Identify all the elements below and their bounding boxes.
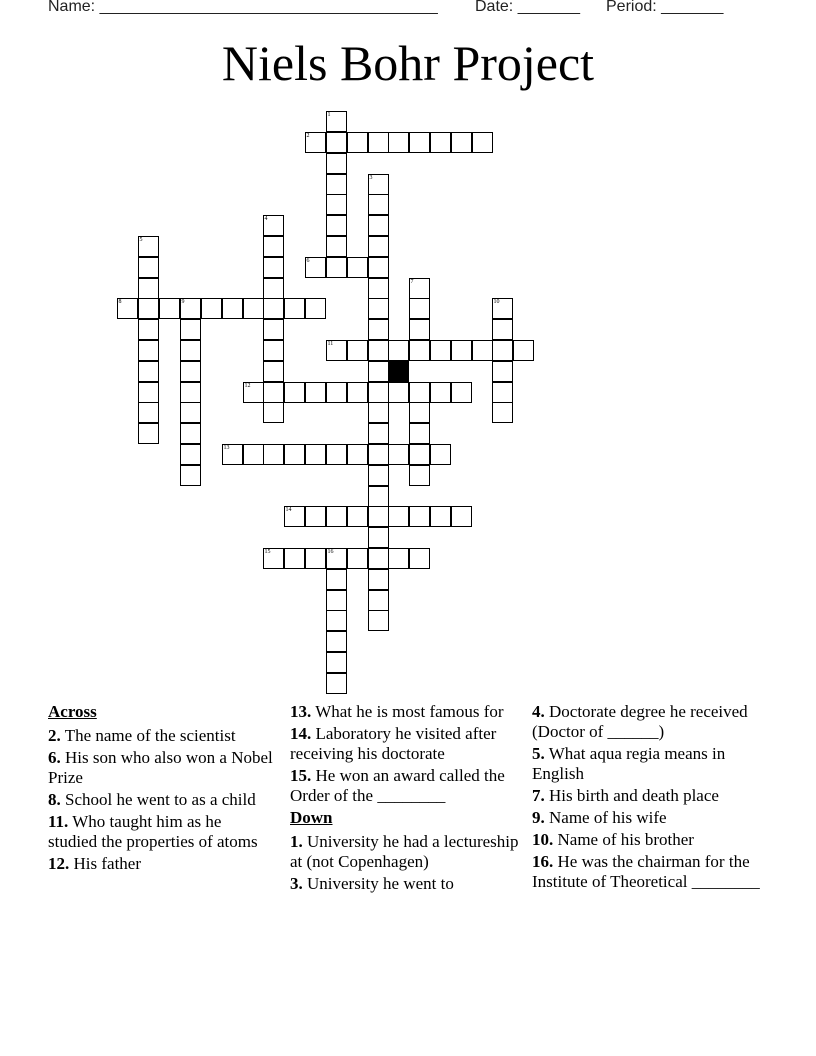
grid-cell[interactable] (138, 402, 159, 423)
clue-number-label: 4 (264, 216, 268, 222)
grid-cell[interactable] (326, 257, 347, 278)
clue-number-label: 9 (181, 299, 185, 305)
grid-cell[interactable] (368, 382, 389, 403)
grid-cell[interactable] (472, 340, 493, 361)
grid-cell[interactable] (263, 278, 284, 299)
grid-cell[interactable] (368, 548, 389, 569)
grid-cell[interactable] (368, 257, 389, 278)
grid-cell[interactable] (326, 194, 347, 215)
grid-cell[interactable] (180, 340, 201, 361)
grid-cell[interactable] (368, 194, 389, 215)
grid-cell[interactable] (347, 548, 368, 569)
grid-cell[interactable] (430, 506, 451, 527)
grid-cell[interactable] (368, 569, 389, 590)
grid-cell[interactable] (243, 444, 264, 465)
grid-cell[interactable] (368, 236, 389, 257)
clue-across-6: 6. His son who also won a Nobel Prize (48, 748, 273, 787)
clue-number-label: 15 (264, 549, 271, 555)
grid-cell[interactable] (263, 361, 284, 382)
clue-number-label: 12 (244, 383, 251, 389)
grid-cell[interactable] (326, 673, 347, 694)
grid-cell[interactable] (409, 298, 430, 319)
clue-down-1: 1. University he had a lectureship at (not Copenhagen) (290, 832, 519, 871)
grid-cell[interactable] (472, 132, 493, 153)
grid-cell[interactable] (263, 382, 284, 403)
name-field[interactable]: Name: ______________________________________ (48, 0, 438, 15)
grid-cell[interactable] (180, 402, 201, 423)
grid-cell[interactable] (409, 444, 430, 465)
grid-cell[interactable] (368, 506, 389, 527)
grid-cell[interactable] (138, 423, 159, 444)
clue-across-15: 15. He won an award called the Order of the ________ (290, 766, 505, 805)
grid-cell[interactable] (347, 132, 368, 153)
grid-cell[interactable] (326, 174, 347, 195)
grid-cell[interactable] (263, 236, 284, 257)
clue-number-label: 5 (139, 237, 143, 243)
grid-cell[interactable] (305, 444, 326, 465)
clue-across-11: 11. Who taught him as he studied the properties of atoms (48, 812, 258, 851)
clue-down-16: 16. He was the chairman for the Institute of Theoretical ________ (532, 852, 760, 891)
grid-cell[interactable] (326, 506, 347, 527)
grid-cell[interactable] (430, 444, 451, 465)
grid-cell[interactable] (347, 506, 368, 527)
grid-cell[interactable] (368, 465, 389, 486)
clue-across-8: 8. School he went to as a child (48, 790, 256, 809)
grid-cell[interactable] (180, 423, 201, 444)
grid-cell[interactable] (409, 382, 430, 403)
clue-number-label: 10 (493, 299, 500, 305)
grid-cell[interactable] (180, 465, 201, 486)
grid-cell[interactable] (263, 402, 284, 423)
grid-cell[interactable] (347, 444, 368, 465)
date-field[interactable]: Date: _______ (475, 0, 580, 15)
grid-cell[interactable] (409, 506, 430, 527)
grid-cell[interactable] (368, 486, 389, 507)
grid-cell[interactable] (368, 319, 389, 340)
clue-number-label: 13 (223, 445, 230, 451)
grid-cell[interactable] (409, 548, 430, 569)
grid-cell[interactable] (326, 132, 347, 153)
grid-cell[interactable] (263, 298, 284, 319)
grid-cell[interactable] (138, 298, 159, 319)
grid-cell[interactable] (492, 319, 513, 340)
grid-cell[interactable] (263, 319, 284, 340)
grid-cell[interactable] (326, 153, 347, 174)
clues-column-2 (290, 702, 522, 896)
grid-cell[interactable] (368, 361, 389, 382)
clue-number-label: 16 (327, 549, 334, 555)
grid-cell[interactable] (451, 382, 472, 403)
grid-cell[interactable] (368, 444, 389, 465)
grid-cell[interactable] (492, 361, 513, 382)
grid-cell[interactable] (284, 444, 305, 465)
grid-cell[interactable] (347, 340, 368, 361)
across-heading: Across (48, 702, 97, 721)
grid-cell[interactable] (430, 132, 451, 153)
grid-cell[interactable] (138, 361, 159, 382)
grid-cell[interactable] (368, 278, 389, 299)
grid-cell[interactable] (409, 402, 430, 423)
grid-cell[interactable] (263, 257, 284, 278)
clue-number-label: 11 (327, 341, 334, 347)
grid-cell[interactable] (388, 506, 409, 527)
clues-column-3 (532, 702, 772, 894)
grid-cell[interactable] (368, 298, 389, 319)
grid-cell[interactable] (451, 506, 472, 527)
clue-down-9: 9. Name of his wife (532, 808, 667, 827)
clue-down-4: 4. Doctorate degree he received (Doctor of ______) (532, 702, 748, 741)
grid-cell[interactable] (263, 340, 284, 361)
grid-cell[interactable] (368, 590, 389, 611)
blocked-cell (388, 361, 409, 382)
grid-cell[interactable] (368, 610, 389, 631)
clue-number-label: 3 (369, 175, 373, 181)
grid-cell[interactable] (222, 298, 243, 319)
grid-cell[interactable] (305, 548, 326, 569)
period-field[interactable]: Period: _______ (606, 0, 724, 15)
grid-cell[interactable] (368, 402, 389, 423)
grid-cell[interactable] (347, 382, 368, 403)
grid-cell[interactable] (305, 298, 326, 319)
clue-down-10: 10. Name of his brother (532, 830, 694, 849)
grid-cell[interactable] (347, 257, 368, 278)
grid-cell[interactable] (180, 319, 201, 340)
grid-cell[interactable] (326, 569, 347, 590)
clue-number-label: 8 (118, 299, 122, 305)
clue-number-label: 2 (306, 133, 310, 139)
clue-number-label: 7 (410, 279, 414, 285)
grid-cell[interactable] (388, 382, 409, 403)
clue-across-13: 13. What he is most famous for (290, 702, 504, 721)
grid-cell[interactable] (326, 590, 347, 611)
grid-cell[interactable] (138, 278, 159, 299)
grid-cell[interactable] (513, 340, 534, 361)
clue-across-2: 2. The name of the scientist (48, 726, 236, 745)
grid-cell[interactable] (492, 402, 513, 423)
grid-cell[interactable] (138, 340, 159, 361)
down-heading: Down (290, 808, 333, 827)
grid-cell[interactable] (388, 548, 409, 569)
clue-down-5: 5. What aqua regia means in English (532, 744, 726, 783)
page-title: Niels Bohr Project (221, 35, 595, 91)
grid-cell[interactable] (388, 444, 409, 465)
clue-down-3: 3. University he went to (290, 874, 454, 893)
grid-cell[interactable] (138, 257, 159, 278)
grid-cell[interactable] (180, 382, 201, 403)
grid-cell[interactable] (409, 132, 430, 153)
grid-cell[interactable] (430, 340, 451, 361)
grid-cell[interactable] (409, 465, 430, 486)
grid-cell[interactable] (492, 340, 513, 361)
grid-cell[interactable] (368, 340, 389, 361)
grid-cell[interactable] (326, 631, 347, 652)
grid-cell[interactable] (180, 361, 201, 382)
clue-across-14: 14. Laboratory he visited after receiving his doctorate (290, 724, 497, 763)
grid-cell[interactable] (138, 319, 159, 340)
grid-cell[interactable] (305, 382, 326, 403)
grid-cell[interactable] (388, 340, 409, 361)
grid-cell[interactable] (159, 298, 180, 319)
grid-cell[interactable] (409, 319, 430, 340)
grid-cell[interactable] (243, 298, 264, 319)
grid-cell[interactable] (284, 298, 305, 319)
grid-cell[interactable] (326, 444, 347, 465)
grid-cell[interactable] (284, 382, 305, 403)
grid-cell[interactable] (492, 382, 513, 403)
grid-cell[interactable] (326, 610, 347, 631)
grid-cell[interactable] (368, 215, 389, 236)
grid-cell[interactable] (284, 548, 305, 569)
clue-across-12: 12. His father (48, 854, 142, 873)
grid-cell[interactable] (368, 132, 389, 153)
grid-cell[interactable] (451, 132, 472, 153)
grid-cell[interactable] (326, 382, 347, 403)
grid-cell[interactable] (388, 132, 409, 153)
grid-cell[interactable] (180, 444, 201, 465)
grid-cell[interactable] (305, 506, 326, 527)
clue-number-label: 1 (327, 112, 331, 118)
grid-cell[interactable] (263, 444, 284, 465)
grid-cell[interactable] (326, 652, 347, 673)
grid-cell[interactable] (451, 340, 472, 361)
clues-column-1 (48, 702, 273, 876)
grid-cell[interactable] (409, 340, 430, 361)
clue-down-7: 7. His birth and death place (532, 786, 719, 805)
grid-cell[interactable] (326, 236, 347, 257)
grid-cell[interactable] (138, 382, 159, 403)
grid-cell[interactable] (409, 423, 430, 444)
grid-cell[interactable] (368, 527, 389, 548)
grid-cell[interactable] (368, 423, 389, 444)
grid-cell[interactable] (430, 382, 451, 403)
grid-cell[interactable] (326, 215, 347, 236)
clue-number-label: 14 (285, 507, 292, 513)
clue-number-label: 6 (306, 258, 310, 264)
grid-cell[interactable] (201, 298, 222, 319)
